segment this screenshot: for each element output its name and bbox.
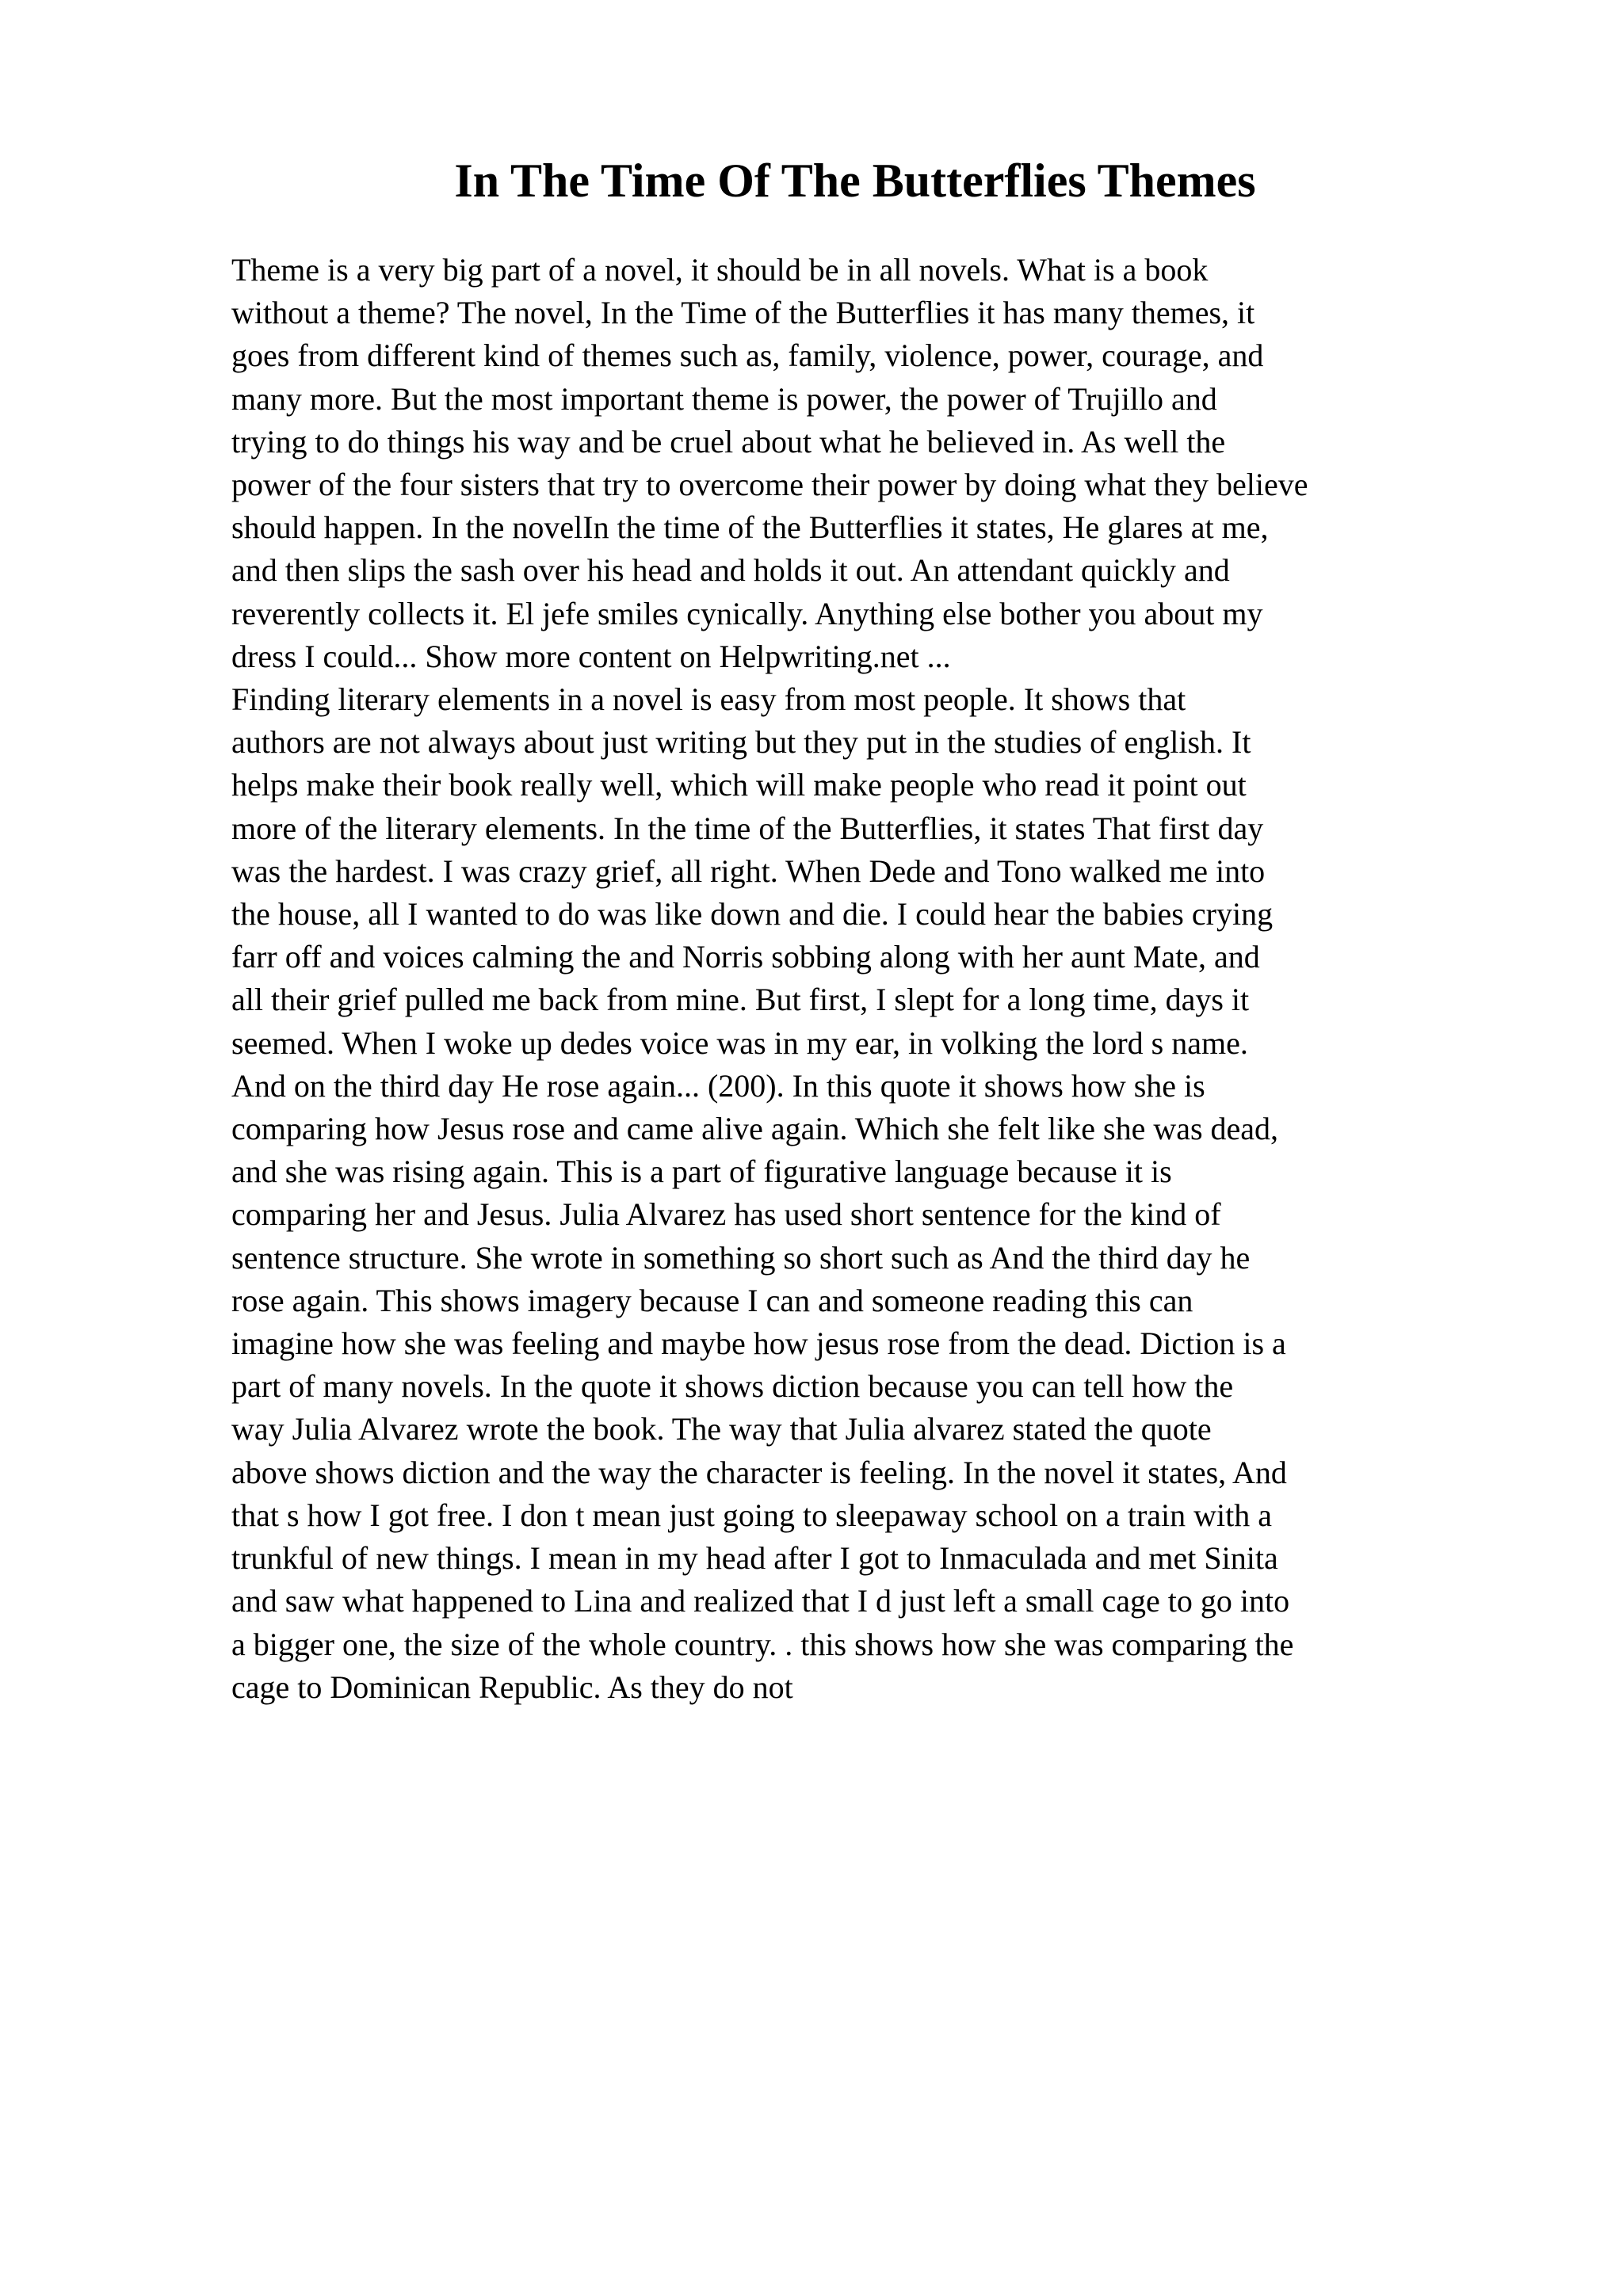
- document-body: [231, 249, 1499, 1709]
- text-line: trying to do things his way and be cruel about what he believed in. As well the: [231, 423, 1226, 460]
- text-line: farr off and voices calming the and Norris sobbing along with her aunt Mate, and: [231, 939, 1260, 975]
- text-line: and saw what happened to Lina and realized that I d just left a small cage to go into: [231, 1583, 1290, 1619]
- text-line: cage to Dominican Republic. As they do not: [231, 1669, 793, 1705]
- text-line: way Julia Alvarez wrote the book. The way that Julia alvarez stated the quote: [231, 1411, 1212, 1447]
- paragraph: [231, 249, 1499, 678]
- text-line: rose again. This shows imagery because I can and someone reading this can: [231, 1282, 1193, 1318]
- text-line: Finding literary elements in a novel is easy from most people. It shows that: [231, 681, 1186, 718]
- text-line: the house, all I wanted to do was like down and die. I could hear the babies crying: [231, 896, 1274, 933]
- text-line: And on the third day He rose again... (200). In this quote it shows how she is: [231, 1067, 1205, 1104]
- text-line: imagine how she was feeling and maybe how jesus rose from the dead. Diction is a: [231, 1325, 1286, 1362]
- text-line: helps make their book really well, which will make people who read it point out: [231, 767, 1247, 803]
- text-line: Theme is a very big part of a novel, it should be in all novels. What is a book: [231, 252, 1209, 288]
- text-line: without a theme? The novel, In the Time of the Butterflies it has many themes, it: [231, 295, 1255, 331]
- text-line: trunkful of new things. I mean in my head after I got to Inmaculada and met Sinita: [231, 1540, 1278, 1577]
- text-line: above shows diction and the way the character is feeling. In the novel it states, And: [231, 1454, 1287, 1490]
- text-line: and she was rising again. This is a part of figurative language because it is: [231, 1154, 1172, 1190]
- text-line: a bigger one, the size of the whole country. . this shows how she was comparing the: [231, 1626, 1294, 1662]
- text-line: reverently collects it. El jefe smiles cynically. Anything else bother you about my: [231, 595, 1263, 631]
- text-line: all their grief pulled me back from mine. But first, I slept for a long time, days it: [231, 982, 1250, 1018]
- text-line: comparing how Jesus rose and came alive again. Which she felt like she was dead,: [231, 1111, 1279, 1147]
- text-line: comparing her and Jesus. Julia Alvarez has used short sentence for the kind of: [231, 1196, 1221, 1233]
- text-line: goes from different kind of themes such as, family, violence, power, courage, and: [231, 338, 1264, 374]
- text-line: authors are not always about just writing but they put in the studies of english. It: [231, 724, 1251, 761]
- text-line: and then slips the sash over his head and holds it out. An attendant quickly and: [231, 552, 1230, 589]
- text-line: power of the four sisters that try to overcome their power by doing what they believe: [231, 467, 1308, 503]
- text-line: part of many novels. In the quote it shows diction because you can tell how the: [231, 1368, 1234, 1405]
- text-line: many more. But the most important theme is power, the power of Trujillo and: [231, 380, 1217, 417]
- text-line: sentence structure. She wrote in something so short such as And the third day he: [231, 1239, 1251, 1276]
- text-line: should happen. In the novelIn the time of the Butterflies it states, He glares at me,: [231, 509, 1269, 546]
- text-line: that s how I got free. I don t mean just going to sleepaway school on a train with a: [231, 1497, 1273, 1533]
- text-line: dress I could... Show more content on Helpwriting.net ...: [231, 638, 951, 674]
- text-line: more of the literary elements. In the time of the Butterflies, it states That first day: [231, 810, 1264, 846]
- document-title: In The Time Of The Butterflies Themes: [454, 154, 1256, 207]
- text-line: was the hardest. I was crazy grief, all right. When Dede and Tono walked me into: [231, 852, 1266, 889]
- paragraph: [231, 678, 1499, 1709]
- text-line: seemed. When I woke up dedes voice was in my ear, in volking the lord s name.: [231, 1024, 1248, 1061]
